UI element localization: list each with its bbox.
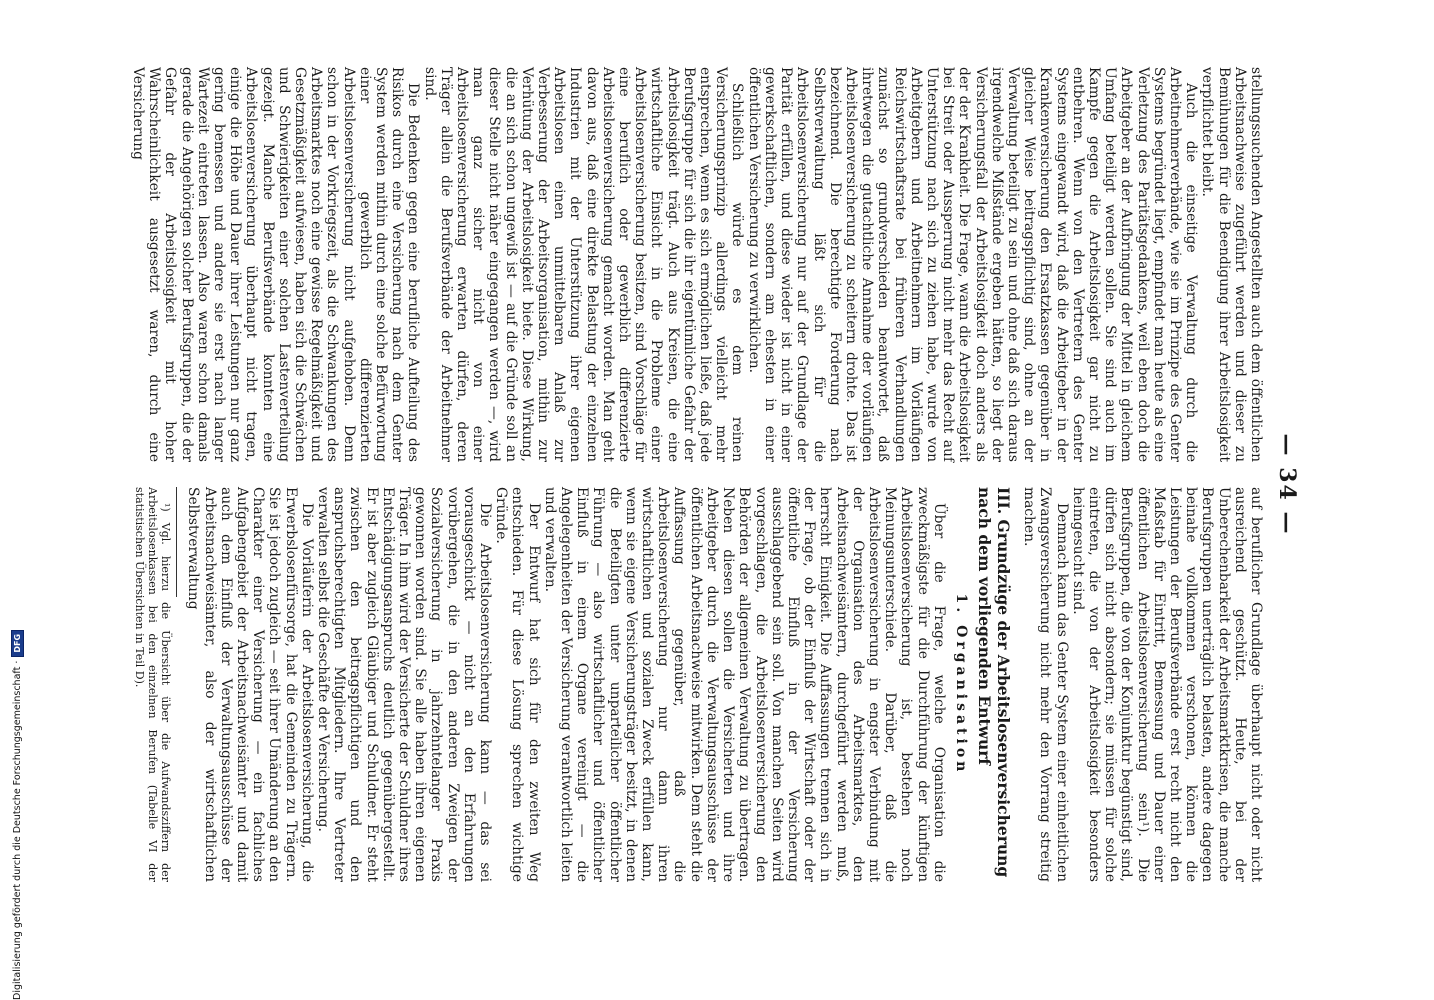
digitization-credit — [0, 0, 22, 1000]
paragraph: Der Entwurf hat sich für den zweiten Weg entschieden. Für diese Lösung sprechen wichtige Gründe. — [493, 487, 542, 882]
paragraph: Die Bedenken gegen eine berufliche Aufteilung des Risikos durch eine Versicherung nach dem Genter System werden mithin durch eine solche Befürwortung einer gewerblich differenzierten Arbeitslosenversicherung nicht aufgehoben. Denn schon in der Vorkriegszeit, als die Schwankungen des Arbeitsmarktes noch eine gewisse Regelmäßigkeit und Gesetzmäßigkeit aufwiesen, haben sich die Schwächen und Schwierigkeiten einer solchen Lastenverteilung gezeigt. Manche Berufsverbände konnten eine Arbeitslosenversicherung überhaupt nicht tragen, einige die Höhe und Dauer ihrer Leistungen nur ganz gering bemessen und andere sie erst nach langer Wartezeit eintreten lassen. Also waren schon damals gerade die Angehörigen solcher Berufsgruppen, die der Gefahr der Arbeitslosigkeit mit hoher Wahrscheinlichkeit ausgesetzt waren, durch eine Versicherung — [129, 67, 422, 462]
page-number: — 34 — — [1274, 433, 1300, 536]
paragraph: Schließlich würde es dem reinen Versicherungsprinzip allerdings vielleicht mehr entsprechen, wenn es sich ermöglichen ließe, daß jede Berufsgruppe für sich die ihr eigentümliche Gefahr der Arbeitslosigkeit trägt. Auch aus Kreisen, die eine wirtschaftliche Einsicht in die Probleme einer Arbeitslosenversicherung besitzen, sind Vorschläge für eine beruflich oder gewerblich differenzierte Arbeitslosenversicherung gemacht worden. Man geht davon aus, daß eine direkte Belastung der einzelnen Industrien mit der Unterstützung ihrer eigenen Arbeitslosen einen unmittelbaren Anlaß zur Verbesserung der Arbeitsorganisation, mithin zur Verhütung der Arbeitslosigkeit biete. Diese Wirkung, die an sich schon ungewiß ist — auf die Gründe soll an dieser Stelle nicht näher eingegangen werden —, wird man ganz sicher nicht von einer Arbeitslosenversicherung erwarten dürfen, deren Träger allein die Berufsverbände der Arbeitnehmer sind. — [421, 67, 746, 462]
credit-text: Digitalisierung gefördert durch die Deutsche Forschungsgemeinschaft · — [12, 660, 23, 1000]
paragraph: Die Arbeitslosenversicherung kann — das sei vorausgeschickt — nicht an den Erfahrungen vorübergehen, die in den anderen Zweigen der Sozialversicherung in jahrzehntelanger Praxis gewonnen worden sind. Sie alle haben ihren eigenen Träger. In ihm wird der Versicherte der Schuldner ihres Entschädigungsanspruchs deutlich gegenübergestellt. Er ist aber zugleich Gläubiger und Schuldner. Er steht zwischen den beitragspflichtigen und den anspruchsberechtigten Mitgliedern. Ihre Vertreter verwalten selbst die Geschäfte der Versicherung. — [315, 487, 494, 882]
right-column — [133, 487, 1264, 882]
footnote: ¹) Vgl. hierzu die Übersicht über die Aufwandsziffern der Arbeitslosenkassen bei den einzelnen Berufen (Tabelle VI der statistischen Übersichten in Teil D). — [133, 487, 173, 882]
paragraph: Demnach kann das Genter System einer einheitlichen Zwangsversicherung nicht mehr den Vorrang streitig machen. — [1021, 487, 1070, 882]
paragraph: Über die Frage, welche Organisation die zweckmäßigste für die Durchführung der künftigen Arbeitslosenversicherung ist, bestehen noch Meinungsunterschiede. Darüber, daß die Arbeitslosenversicherung in engster Verbindung mit der Organisation des Arbeitsmarktes, den Arbeitsnachweisämtern, durchgeführt werden muß, herrscht Einigkeit. Die Auffassungen trennen sich in der Frage, ob der Einfluß der Wirtschaft oder der öffentliche Einfluß in der Versicherung ausschlaggebend sein soll. Von manchen Seiten wird vorgeschlagen, die Arbeitslosenversicherung den Behörden der allgemeinen Verwaltung zu übertragen. Neben diesen sollen die Versicherten und ihre Arbeitgeber durch die Verwaltungsausschüsse der öffentlichen Arbeitsnachweise mitwirken. Dem steht die Auffassung gegenüber, daß die Arbeitslosenversicherung nur dann ihren wirtschaftlichen und sozialen Zweck erfüllen kann, wenn sie eigene Versicherungsträger besitzt, in denen die Beteiligten unter unparteilicher öffentlicher Führung — also wirtschaftlicher und öffentlicher Einfluß in einem Organe vereinigt — die Angelegenheiten der Versicherung verantwortlich leiten und verwalten. — [541, 487, 947, 882]
subsection-heading: 1. Organisation — [952, 593, 969, 776]
scanned-page — [114, 67, 1304, 902]
paragraph: Die Vorläuferin der Arbeitslosenversicherung, die Erwerbslosenfürsorge, hat die Gemeinden zu Trägern. Sie ist jedoch zugleich — seit ihrer Umänderung an den Charakter einer Versicherung — ein fachliches Aufgabengebiet der Arbeitsnachweisämter und damit auch dem Einfluß der Verwaltungsausschüsse der Arbeitsnachweisämter, also der wirtschaftlichen Selbstverwaltung — [185, 487, 315, 882]
section-heading: III. Grundzüge der Arbeitslosenversicherung nach dem vorliegenden Entwurf — [974, 487, 1013, 878]
paragraph: stellungssuchenden Angestellten auch dem öffentlichen Arbeitsnachweise zugeführt werden und dieser zu Bemühungen für die Beendigung ihrer Arbeitslosigkeit verpflichtet bleibt. — [1199, 67, 1264, 462]
paragraph: auf beruflicher Grundlage überhaupt nicht oder nicht ausreichend geschützt. Heute, bei der Unberechenbarkeit der Arbeitsmarktkrisen, die manche Berufsgruppen unerträglich belasten, andere dagegen beinahe vollkommen verschonen, können die Leistungen der Berufsverbände erst recht nicht den Maßstab für Eintritt, Bemessung und Dauer einer öffentlichen Arbeitslosenversicherung sein¹). Die Berufsgruppen, die von der Konjunktur begünstigt sind, dürfen sich nicht absondern; sie müssen für solche eintreten, die von der Arbeitslosigkeit besonders heimgesucht sind. — [1069, 487, 1264, 882]
footnote-separator — [176, 487, 177, 597]
paragraph: Auch die einseitige Verwaltung durch die Arbeitnehmerverbände, wie sie im Prinzipe des Genter Systems begründet liegt, empfindet man heute als eine Verletzung des Paritätsgedankens, weil eben doch die Arbeitgeber an der Aufbringung der Mittel in gleichem Umfang beteiligt werden sollen. Sie sind auch im Kampfe gegen die Arbeitslosigkeit gar nicht zu entbehren. Wenn von den Vertretern des Genter Systems eingewandt wird, daß die Arbeitgeber in der Krankenversicherung den Ersatzkassen gegenüber in gleicher Weise beitragspflichtig sind, ohne an der Verwaltung beteiligt zu sein und ohne daß sich daraus irgendwelche Mißstände ergeben hätten, so liegt der Versicherungsfall der Arbeitslosigkeit doch anders als der der Krankheit. Die Frage, wann die Arbeitslosigkeit bei Streit oder Aussperrung nicht mehr das Recht auf Unterstützung nach sich zu ziehen habe, wurde von Arbeitgebern und Arbeitnehmern im Vorläufigen Reichswirtschaftsrate bei früheren Verhandlungen zunächst so grundverschieden beantwortet, daß ihretwegen die gutachtliche Annahme der vorläufigen Arbeitslosenversicherung zu scheitern drohte. Das ist bezeichnend. Die berechtigte Forderung nach Selbstverwaltung läßt sich für die Arbeitslosenversicherung nur auf der Grundlage der Parität erfüllen, und diese wieder ist nicht in einer gewerkschaftlichen, sondern am ehesten in einer öffentlichen Versicherung zu verwirklichen. — [745, 67, 1200, 462]
left-column — [129, 67, 1264, 462]
dfg-logo: DFG — [11, 630, 24, 657]
